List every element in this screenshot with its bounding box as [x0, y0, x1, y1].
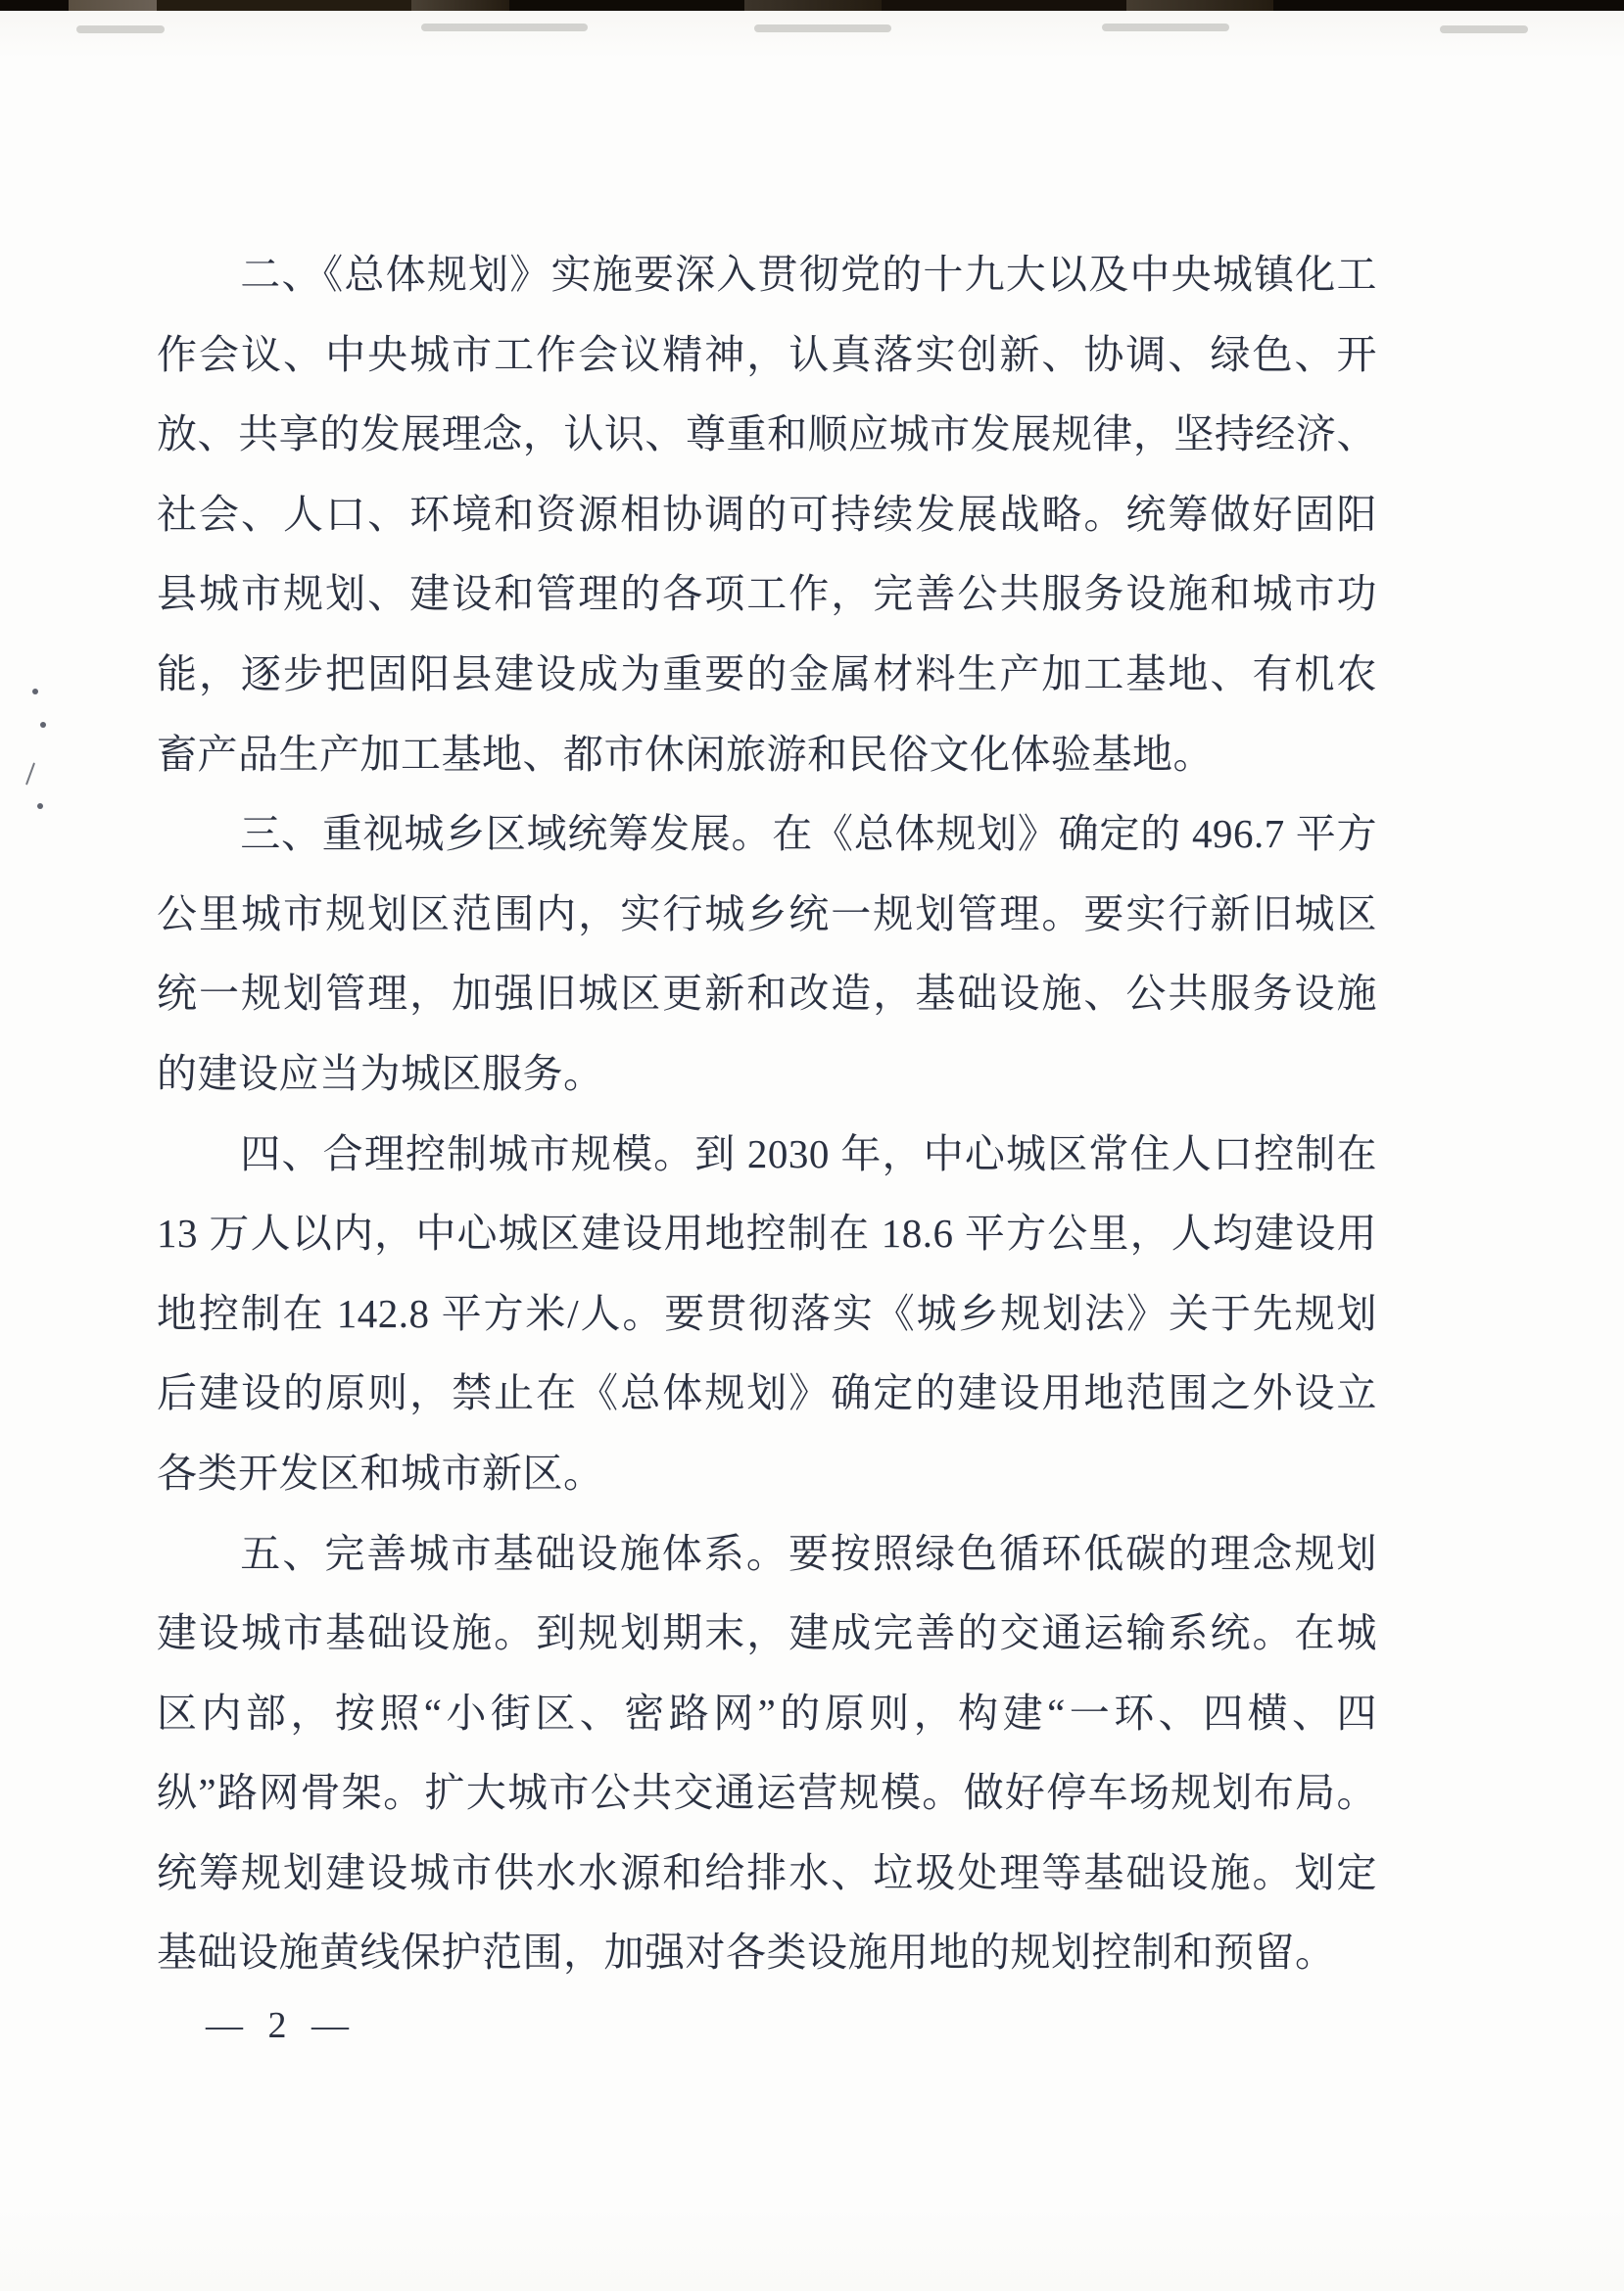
scan-artifact-smudge: [754, 24, 891, 32]
text-line: 基础设施黄线保护范围，加强对各类设施用地的规划控制和预留。: [157, 1930, 1336, 1976]
text-line: 区内部，按照“小街区、密路网”的原则，构建“一环、四横、四: [157, 1690, 1377, 1736]
text-line: 的建设应当为城区服务。: [157, 1050, 604, 1096]
text-line: 统一规划管理，加强旧城区更新和改造，基础设施、公共服务设施: [157, 971, 1377, 1017]
scan-artifact-dot: [32, 689, 38, 694]
text-line: 建设城市基础设施。到规划期末，建成完善的交通运输系统。在城: [157, 1610, 1377, 1656]
text-line: 地控制在 142.8 平方米/人。要贯彻落实《城乡规划法》关于先规划: [157, 1290, 1377, 1336]
text-line: 五、完善城市基础设施体系。要按照绿色循环低碳的理念规划: [240, 1530, 1377, 1576]
text-line: 能，逐步把固阳县建设成为重要的金属材料生产加工基地、有机农: [157, 650, 1377, 696]
text-line: 统筹规划建设城市供水水源和给排水、垃圾处理等基础设施。划定: [157, 1849, 1377, 1895]
scan-artifact-dot: [37, 803, 43, 809]
text-line: 公里城市规划区范围内，实行城乡统一规划管理。要实行新旧城区: [157, 890, 1377, 936]
scan-artifact-dot: [40, 722, 46, 728]
scan-artifact-top-edge: [0, 0, 1624, 11]
text-line: 社会、人口、环境和资源相协调的可持续发展战略。统筹做好固阳: [157, 491, 1377, 537]
text-line: 纵”路网骨架。扩大城市公共交通运营规模。做好停车场规划布局。: [157, 1770, 1377, 1816]
scan-artifact-slash: [25, 762, 35, 785]
scan-artifact-smudge: [421, 24, 588, 31]
page-number: — 2 —: [206, 2005, 357, 2046]
document-body: [157, 235, 1377, 1993]
scan-artifact-smudge: [76, 25, 165, 33]
scan-artifact-smudge: [1102, 24, 1229, 31]
text-line: 放、共享的发展理念，认识、尊重和顺应城市发展规律，坚持经济、: [157, 411, 1377, 457]
text-line: 县城市规划、建设和管理的各项工作，完善公共服务设施和城市功: [157, 571, 1377, 617]
text-line: 畜产品生产加工基地、都市休闲旅游和民俗文化体验基地。: [157, 731, 1214, 777]
scan-artifact-smudge: [1440, 25, 1528, 33]
text-line: 作会议、中央城市工作会议精神，认真落实创新、协调、绿色、开: [157, 331, 1377, 377]
text-line: 三、重视城乡区域统筹发展。在《总体规划》确定的 496.7 平方: [240, 811, 1377, 857]
text-line: 二、《总体规划》实施要深入贯彻党的十九大以及中央城镇化工: [240, 252, 1377, 297]
text-line: 后建设的原则，禁止在《总体规划》确定的建设用地范围之外设立: [157, 1370, 1377, 1416]
text-line: 13 万人以内，中心城区建设用地控制在 18.6 平方公里，人均建设用: [157, 1211, 1377, 1257]
text-line: 四、合理控制城市规模。到 2030 年，中心城区常住人口控制在: [240, 1130, 1377, 1176]
text-line: 各类开发区和城市新区。: [157, 1450, 604, 1496]
